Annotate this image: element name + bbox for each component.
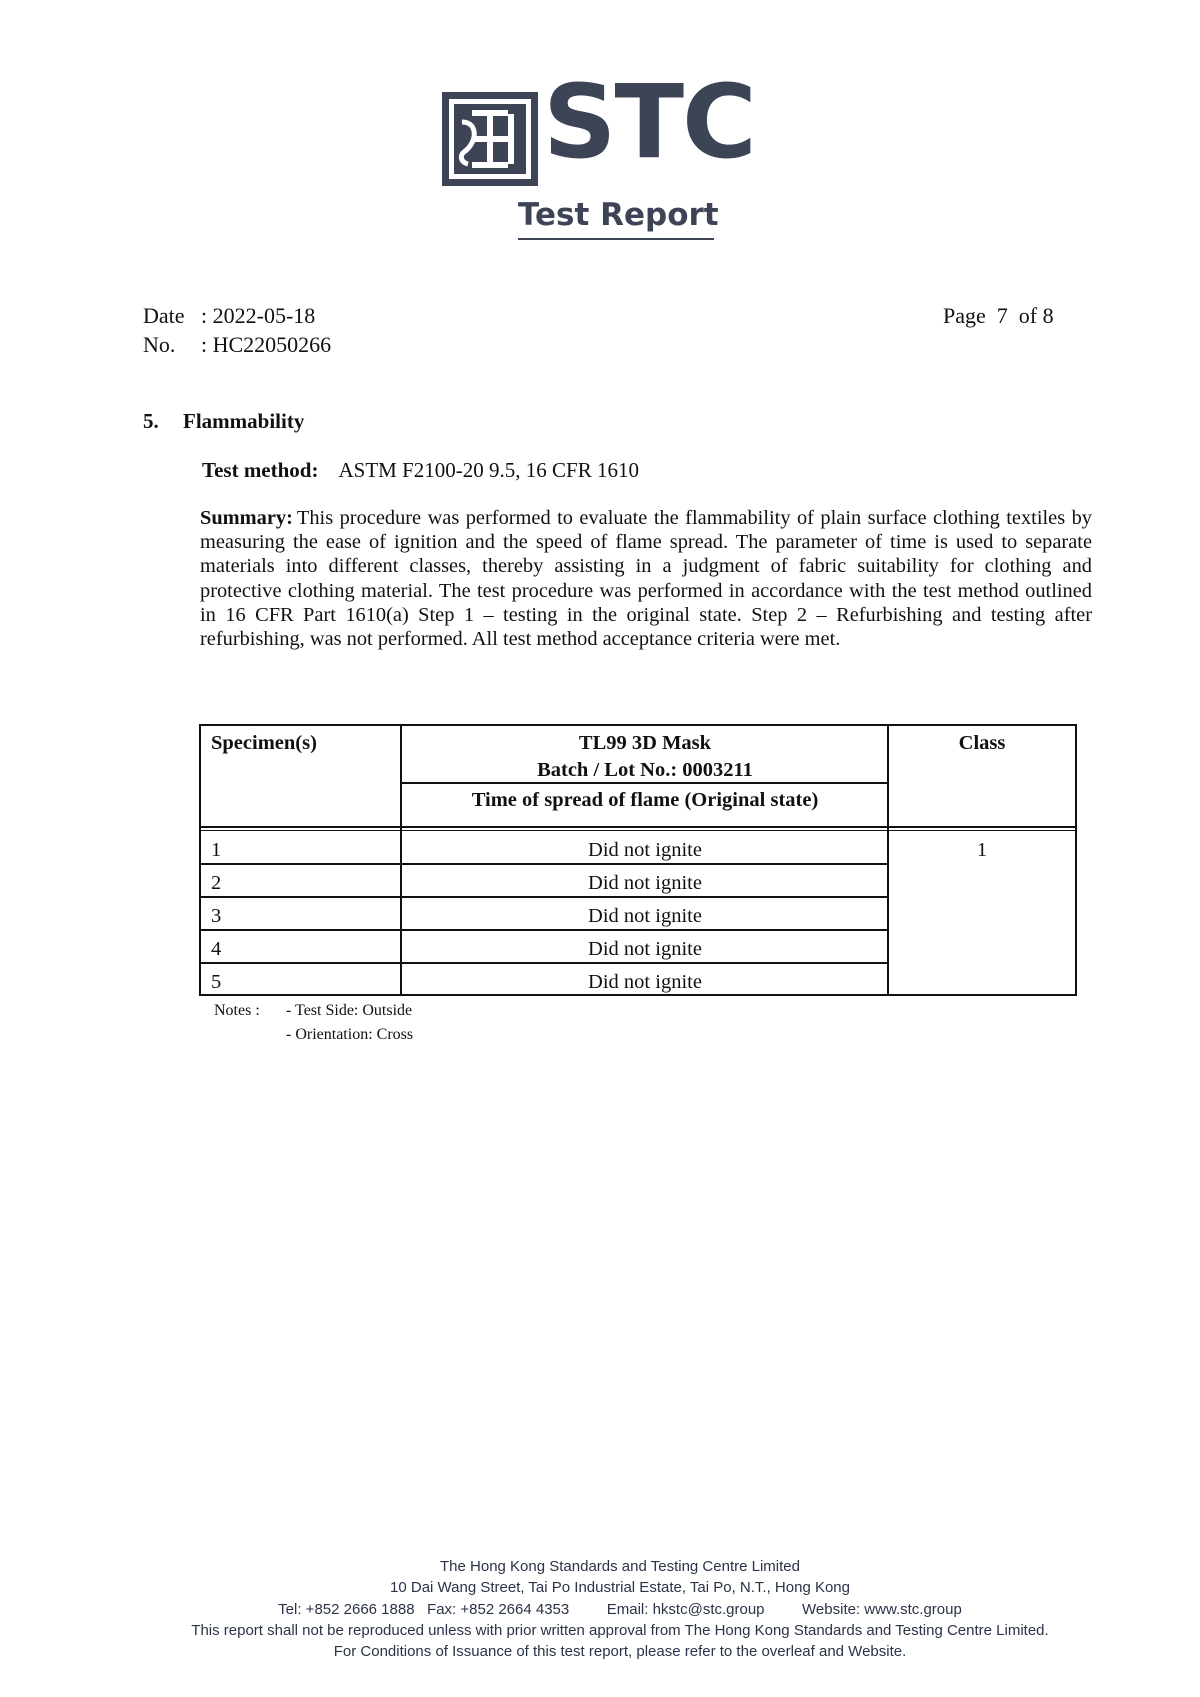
section-heading — [143, 411, 304, 432]
result-cell: Did not ignite — [588, 872, 702, 894]
test-method-label: Test method: — [202, 458, 319, 482]
result-cell: Did not ignite — [588, 905, 702, 927]
header-time-of-spread: Time of spread of flame (Original state) — [471, 789, 819, 811]
specimen-cell: 2 — [211, 872, 222, 894]
report-title: Test Report — [518, 197, 719, 233]
footer-company: The Hong Kong Standards and Testing Centre Limited — [440, 1558, 800, 1575]
report-no-value: : HC22050266 — [201, 332, 332, 357]
date-value: : 2022-05-18 — [201, 303, 316, 328]
note-item: - Test Side: Outside — [286, 1002, 413, 1019]
logo-wordmark: STC — [543, 63, 755, 182]
summary-label: Summary: — [200, 507, 293, 529]
section-number: 5. — [143, 409, 159, 433]
page-number: Page 7 of 8 — [943, 303, 1054, 328]
result-cell: Did not ignite — [588, 839, 702, 861]
summary-text: This procedure was performed to evaluate the flammability of plain surface clothing textiles by measuring the ease of ignition and the speed of flame spread. The parameter of time is used to separate materials into different classes, thereby assisting in a judgment of fabric suitability for clothing and protective clothing material. The test procedure was performed in accordance with the test method outlined in 16 CFR Part 1610(a) Step 1 – testing in the original state. Step 2 – Refurbishing and testing after refurbishing, was not performed. All test method acceptance criteria were met. — [200, 507, 1092, 651]
footer-disclaimer: This report shall not be reproduced unless with prior written approval from The Hong Kong Standards and Testing Centre Limited. — [191, 1622, 1049, 1639]
table-divider — [400, 782, 889, 784]
date-label: Date — [143, 303, 185, 328]
test-method-value: ASTM F2100-20 9.5, 16 CFR 1610 — [338, 458, 639, 482]
summary-paragraph — [200, 506, 1092, 651]
specimen-cell: 4 — [211, 938, 222, 960]
section-title: Flammability — [183, 409, 305, 433]
stc-logo — [442, 63, 792, 187]
specimen-cell: 3 — [211, 905, 222, 927]
table-divider — [199, 896, 889, 898]
test-method — [202, 460, 639, 481]
class-cell: 1 — [976, 839, 988, 861]
table-divider — [199, 962, 889, 964]
specimen-cell: 5 — [211, 971, 222, 993]
specimen-cell: 1 — [211, 839, 222, 861]
result-cell: Did not ignite — [588, 938, 702, 960]
table-divider — [199, 863, 889, 865]
footer-contact: Tel: +852 2666 1888 Fax: +852 2664 4353 Email: hkstc@stc.group Website: www.stc.group — [278, 1601, 962, 1618]
notes-label: Notes : — [214, 1002, 260, 1019]
report-no-label: No. — [143, 332, 176, 357]
stc-logo-mark — [442, 92, 538, 186]
table-divider — [199, 830, 1077, 831]
header-class: Class — [958, 732, 1006, 754]
footer-conditions: For Conditions of Issuance of this test report, please refer to the overleaf and Website. — [333, 1643, 907, 1660]
title-underline — [518, 238, 714, 240]
table-divider — [199, 826, 1077, 828]
table-divider — [199, 929, 889, 931]
result-cell: Did not ignite — [588, 971, 702, 993]
header-product: TL99 3D Mask — [578, 732, 712, 754]
header-batch: Batch / Lot No.: 0003211 — [537, 759, 753, 781]
note-item: - Orientation: Cross — [286, 1026, 414, 1043]
header-specimen: Specimen(s) — [211, 732, 317, 754]
footer-address: 10 Dai Wang Street, Tai Po Industrial Estate, Tai Po, N.T., Hong Kong — [390, 1579, 850, 1596]
